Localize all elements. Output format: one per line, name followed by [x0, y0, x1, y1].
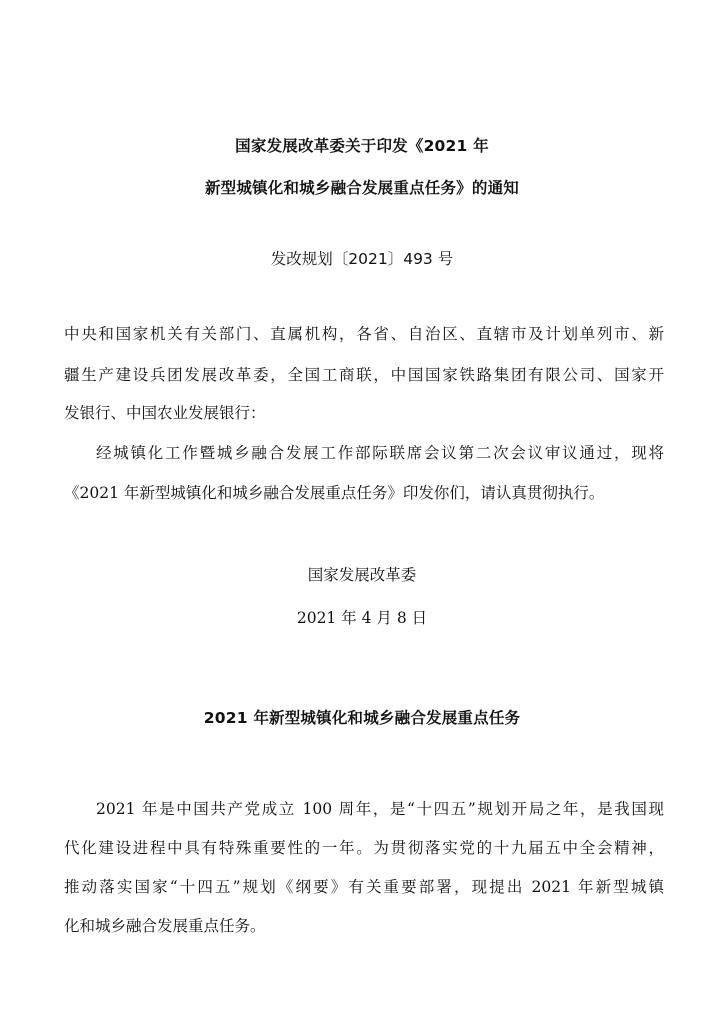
tasks-intro-line-1: 2021 年是中国共产党成立 100 周年，是“十四五”规划开局之年，是我国现 — [96, 800, 664, 818]
recipients-line-2: 疆生产建设兵团发展改革委，全国工商联，中国国家铁路集团有限公司、国家开 — [64, 366, 664, 384]
notice-title-line-1: 国家发展改革委关于印发《2021 年 — [235, 137, 489, 155]
recipients-line-1: 中央和国家机关有关部门、直属机构，各省、自治区、直辖市及计划单列市、新 — [64, 325, 664, 343]
recipients-line-3: 发银行、中国农业发展银行： — [64, 404, 266, 422]
notice-title-line-2: 新型城镇化和城乡融合发展重点任务》的通知 — [204, 179, 519, 197]
tasks-intro-line-2: 代化建设进程中具有特殊重要性的一年。为贯彻落实党的十九届五中全会精神， — [64, 839, 664, 857]
document-number: 发改规划〔2021〕493 号 — [270, 250, 454, 268]
notice-body-line-1: 经城镇化工作暨城乡融合发展工作部际联席会议第二次会议审议通过，现将 — [96, 444, 664, 462]
tasks-intro-line-3: 推动落实国家“十四五”规划《纲要》有关重要部署，现提出 2021 年新型城镇 — [64, 878, 664, 896]
issue-date: 2021 年 4 月 8 日 — [296, 609, 428, 627]
issuer-signature: 国家发展改革委 — [307, 566, 417, 584]
tasks-intro-line-4: 化和城乡融合发展重点任务。 — [64, 917, 266, 935]
notice-body-line-2: 《2021 年新型城镇化和城乡融合发展重点任务》印发你们，请认真贯彻执行。 — [64, 484, 605, 502]
tasks-heading: 2021 年新型城镇化和城乡融合发展重点任务 — [203, 709, 521, 727]
